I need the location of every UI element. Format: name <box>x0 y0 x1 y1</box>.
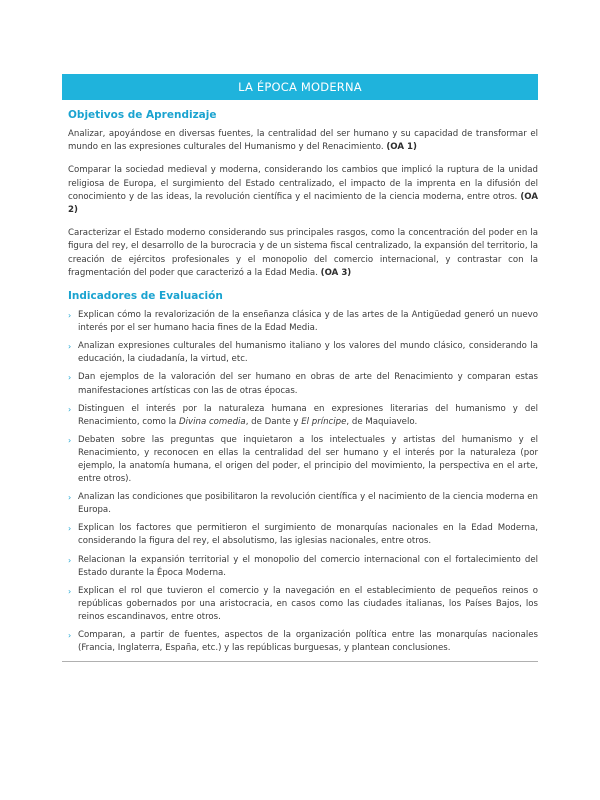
indicators-list <box>68 309 538 655</box>
indicator-item <box>68 371 538 397</box>
objectives-heading: Objetivos de Aprendizaje <box>68 109 217 121</box>
indicator-text: Analizan las condiciones que posibilitaron la revolución científica y el nacimiento de la ciencia moderna en Europa. <box>78 492 538 516</box>
indicator-text: Explican cómo la revalorización de la enseñanza clásica y de las artes de la Antigüedad generó un nuevo interés por el ser humano hacia fines de la Edad Media. <box>78 310 538 334</box>
indicator-item <box>68 434 538 486</box>
bullet-chevron-icon: › <box>68 311 72 321</box>
indicator-item <box>68 340 538 366</box>
objective-paragraph <box>68 227 538 280</box>
objective-text: Comparar la sociedad medieval y moderna, considerando los cambios que implicó la ruptura de la unidad religiosa de Europa, el surgimiento del Estado centralizado, el impacto de la imprenta en la difusión del conocimiento y de las ideas, la revolución científica y el nacimiento de la ciencia moderna, entre otros. <box>68 165 538 202</box>
indicator-text: Explican el rol que tuvieron el comercio y la navegación en el establecimiento de pequeños reinos o repúblicas gobernados por una aristocracia, en casos como las ciudades italianas, los Países Bajos, los reinos escandinavos, entre otros. <box>78 585 538 622</box>
document-page <box>62 74 538 662</box>
objective-code: (OA 3) <box>320 267 352 278</box>
indicator-item <box>68 629 538 655</box>
indicator-text: Distinguen el interés por la naturaleza humana en expresiones literarias del humanismo y del Renacimiento, como la <box>78 403 538 427</box>
work-title-el-principe: El príncipe <box>301 416 347 427</box>
title-banner <box>62 74 538 100</box>
objectives-list <box>62 128 538 280</box>
indicator-item <box>68 491 538 517</box>
indicator-text: Analizan expresiones culturales del humanismo italiano y los valores del mundo clásico, considerando la educación, la ciudadanía, la virtud, etc. <box>78 341 538 365</box>
bullet-chevron-icon: › <box>68 586 72 596</box>
indicators-heading: Indicadores de Evaluación <box>68 290 223 303</box>
bullet-chevron-icon: › <box>68 631 72 640</box>
indicator-item <box>68 522 538 548</box>
bullet-chevron-icon: › <box>68 555 72 565</box>
indicator-text: Comparan, a partir de fuentes, aspectos de la organización política entre las monarquías nacionales (Francia, Inglaterra, España, etc.) y las repúblicas burguesas, y plantean conclusiones. <box>78 630 538 654</box>
bottom-divider <box>62 661 538 662</box>
bullet-chevron-icon: › <box>68 373 72 383</box>
indicator-text: Debaten sobre las preguntas que inquietaron a los intelectuales y artistas del humanismo y el Renacimiento, y reconocen en ellas la centralidad del ser humano y el interés por la naturaleza (por ejemplo, la anatomía humana, el origen del poder, el principio del movimiento, la perspectiva en el arte, entre otros). <box>78 434 538 485</box>
page-title: LA ÉPOCA MODERNA <box>238 80 362 94</box>
objective-text: Caracterizar el Estado moderno considerando sus principales rasgos, como la concentración del poder en la figura del rey, el desarrollo de la burocracia y de un sistema fiscal centralizado, la expansión del territorio, la creación de ejércitos profesionales y el monopolio del comercio internacional, y contrastar con la fragmentación del poder que caracterizó a la Edad Media. <box>68 228 538 278</box>
bullet-chevron-icon: › <box>68 435 72 445</box>
objective-code: (OA 1) <box>386 142 417 153</box>
objective-code: (OA 2) <box>68 191 538 216</box>
indicator-item <box>68 585 538 624</box>
indicator-text: Explican los factores que permitieron el surgimiento de monarquías nacionales en la Edad Moderna, considerando la figura del rey, el absolutismo, las iglesias nacionales, entre otros. <box>78 523 538 547</box>
indicator-text: Dan ejemplos de la valoración del ser humano en obras de arte del Renacimiento y comparan estas manifestaciones artísticas con las de otras épocas. <box>78 372 538 396</box>
work-title-divina-comedia: Divina comedia <box>179 416 246 427</box>
bullet-chevron-icon: › <box>68 404 72 414</box>
objective-paragraph <box>68 164 538 217</box>
bullet-chevron-icon: › <box>68 524 72 534</box>
objective-paragraph <box>68 128 538 154</box>
indicator-text: , de Maquiavelo. <box>346 416 418 427</box>
objective-text: Analizar, apoyándose en diversas fuentes, la centralidad del ser humano y su capacidad de transformar el mundo en las expresiones culturales del Humanismo y del Renacimiento. <box>68 129 538 153</box>
indicator-item <box>68 554 538 580</box>
indicator-item <box>68 403 538 429</box>
indicator-text: Relacionan la expansión territorial y el monopolio del comercio internacional con el fortalecimiento del Estado durante la Época Moderna. <box>78 554 538 578</box>
bullet-chevron-icon: › <box>68 493 72 503</box>
indicator-text: , de Dante y <box>245 416 302 427</box>
bullet-chevron-icon: › <box>68 342 72 352</box>
indicator-item <box>68 309 538 335</box>
